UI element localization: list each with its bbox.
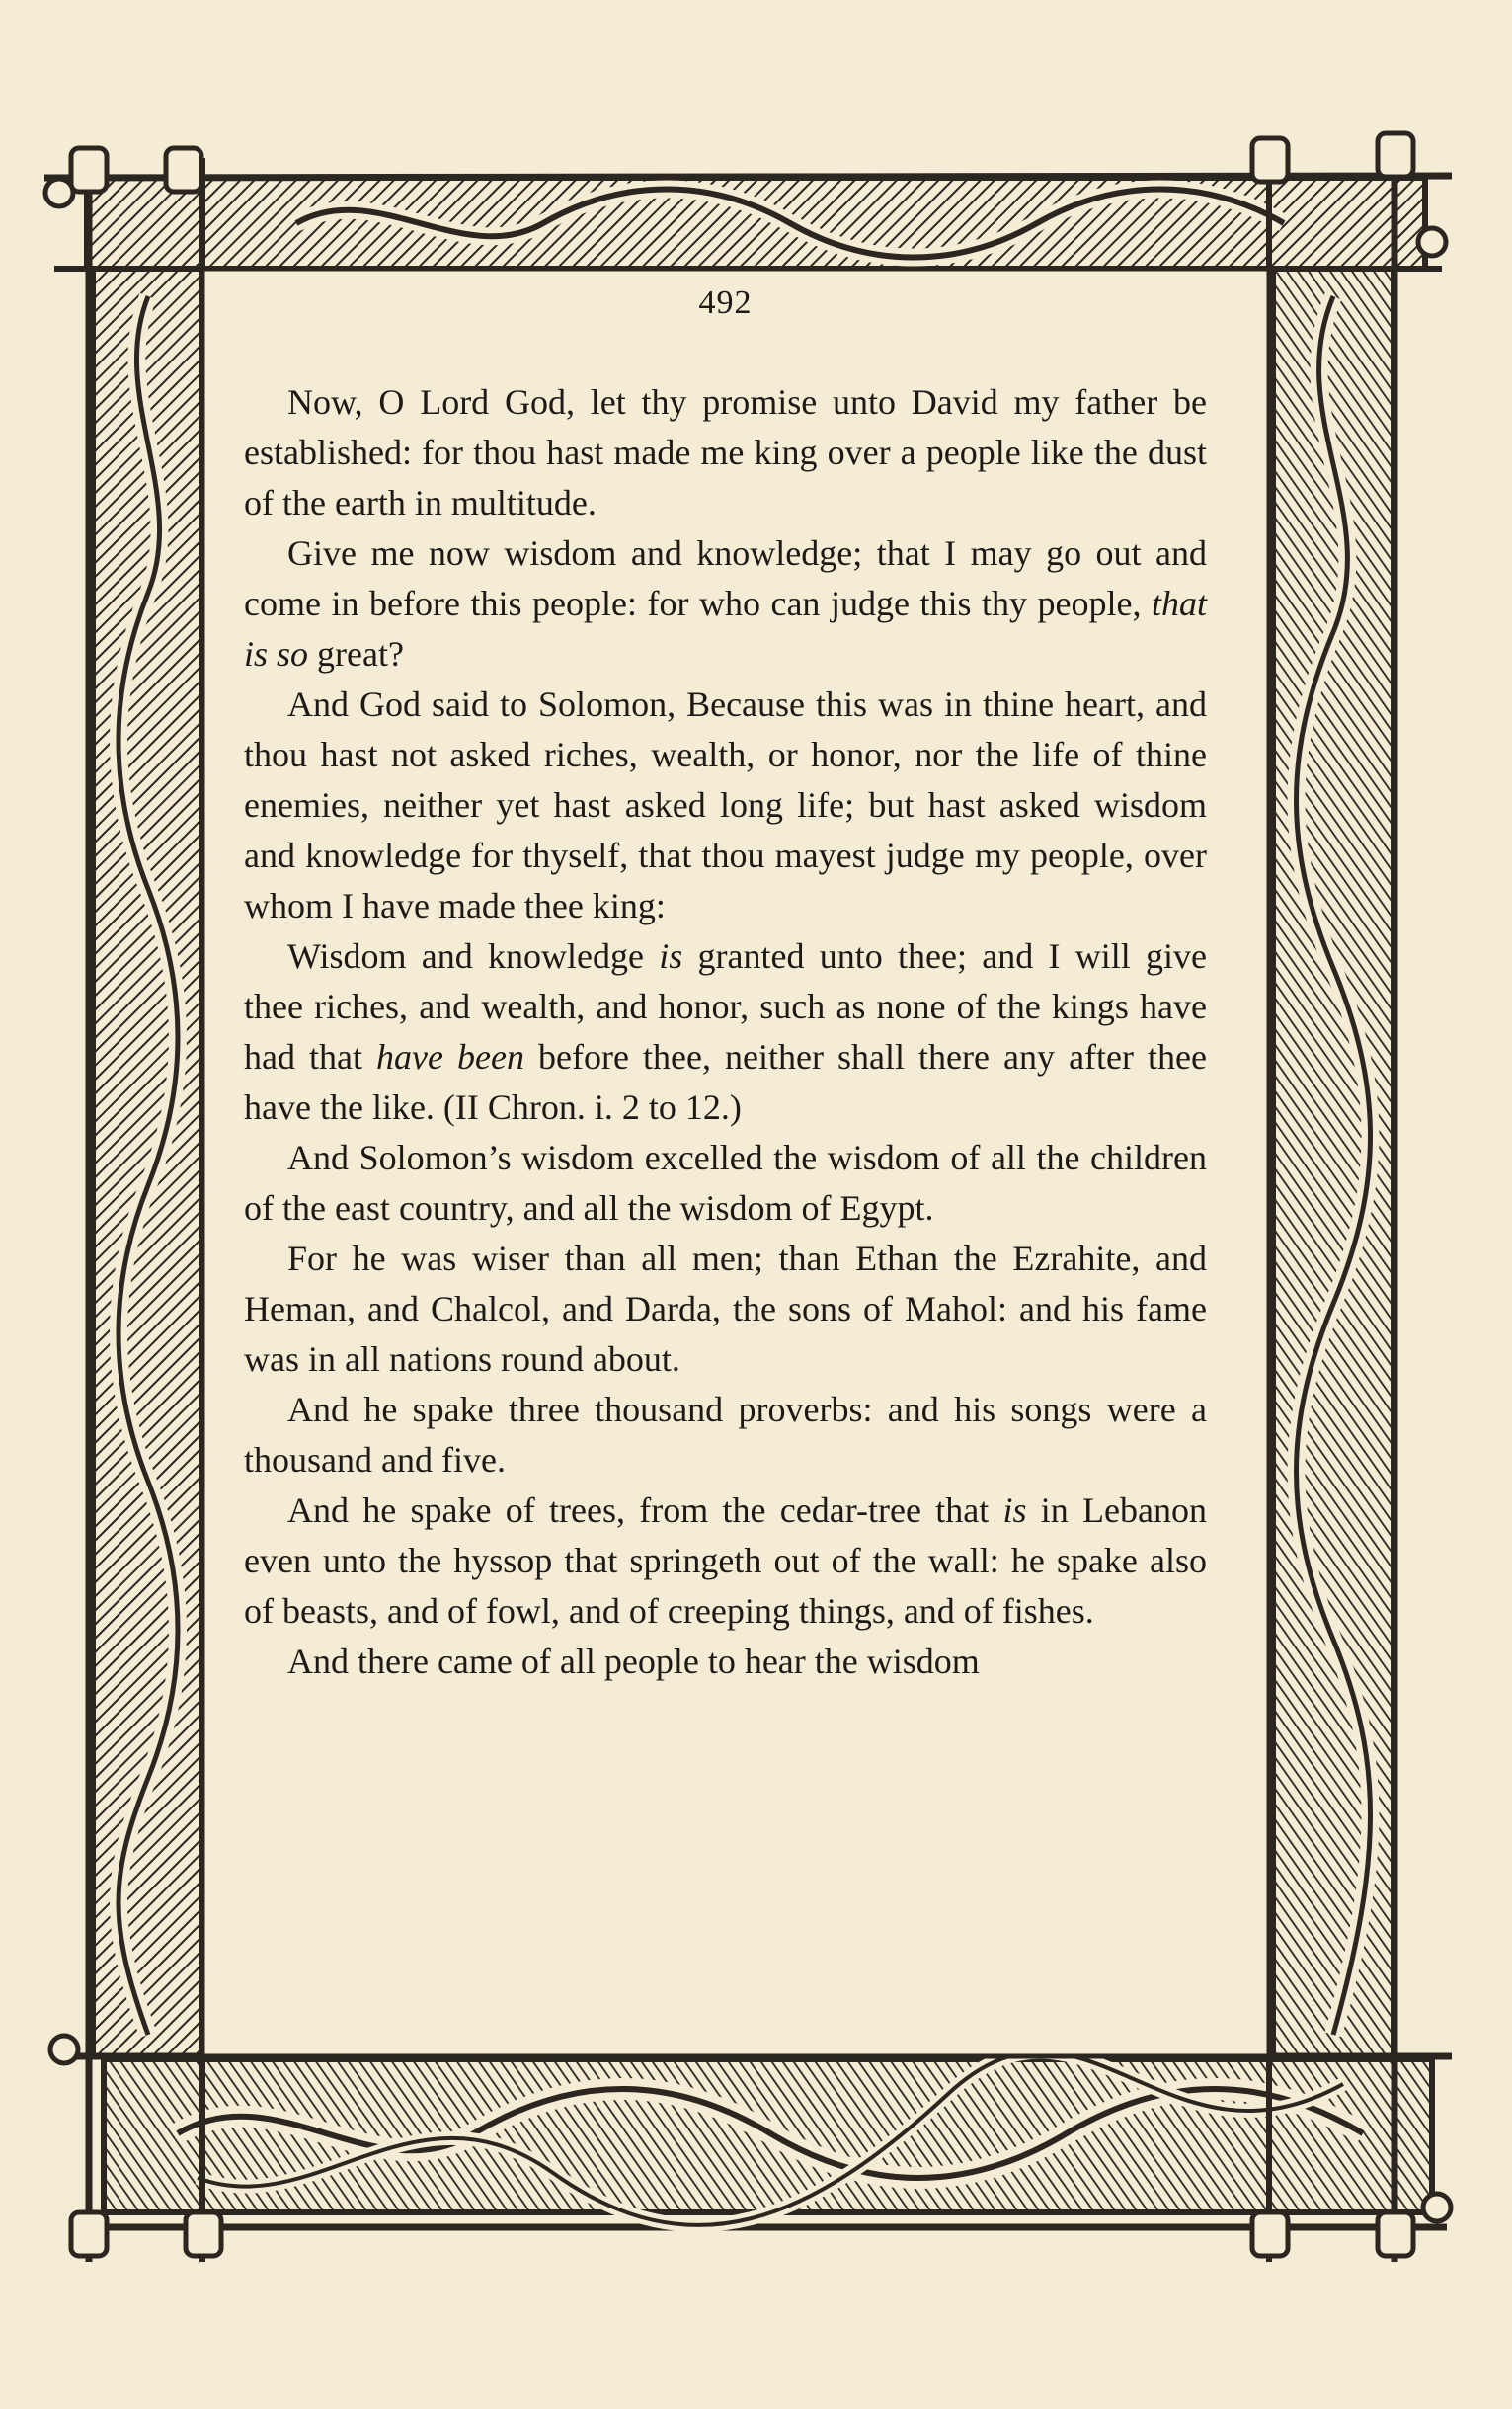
paragraph: And God said to Solomon, Because this was in thine heart, and thou hast not asked riches, wealth, or honor, nor the life of thine enemies, neither yet hast asked long life; but hast asked wisdom and knowledge for thyself, that thou mayest judge my people, over whom I have made thee king: [244,684,1207,925]
paragraph: Give me now wisdom and knowledge; that I may go out and come in before this people: for who can judge this thy people, that is so great? [244,533,1207,674]
italic-text: have been [376,1037,525,1077]
top-border-band [44,176,1452,269]
paragraph: And there came of all people to hear the wisdom [287,1642,980,1681]
italic-text: that is so [244,584,1207,674]
left-border-band [89,148,202,2262]
page-number: 492 [698,284,753,321]
bottom-border-band [64,2052,1452,2227]
scripture-text [244,377,1207,1687]
page-text-panel [244,267,1207,2045]
paragraph: Wisdom and knowledge is granted unto thee; and I will give thee riches, and wealth, and honor, such as none of the kings have had that have been before thee, neither shall there any after thee have the like. (II Chron. i. 2 to 12.) [244,936,1207,1127]
paragraph: And Solomon’s wisdom excelled the wisdom of all the children of the east country, and all the wisdom of Egypt. [244,1138,1207,1228]
paragraph: Now, O Lord God, let thy promise unto David my father be established: for thou hast made me king over a people like the dust of the earth in multitude. [244,382,1207,522]
paragraph: For he was wiser than all men; than Ethan the Ezrahite, and Heman, and Chalcol, and Darda, the sons of Mahol: and his fame was in all nations round about. [244,1239,1207,1379]
right-border-band [1269,138,1394,2262]
paragraph: And he spake of trees, from the cedar-tree that is in Lebanon even unto the hyssop that springeth out of the wall: he spake also of beasts, and of fowl, and of creeping things, and of fishes. [244,1490,1208,1631]
italic-text: is [1002,1490,1027,1530]
paragraph: And he spake three thousand proverbs: and his songs were a thousand and five. [244,1390,1207,1480]
italic-text: is [659,936,683,976]
